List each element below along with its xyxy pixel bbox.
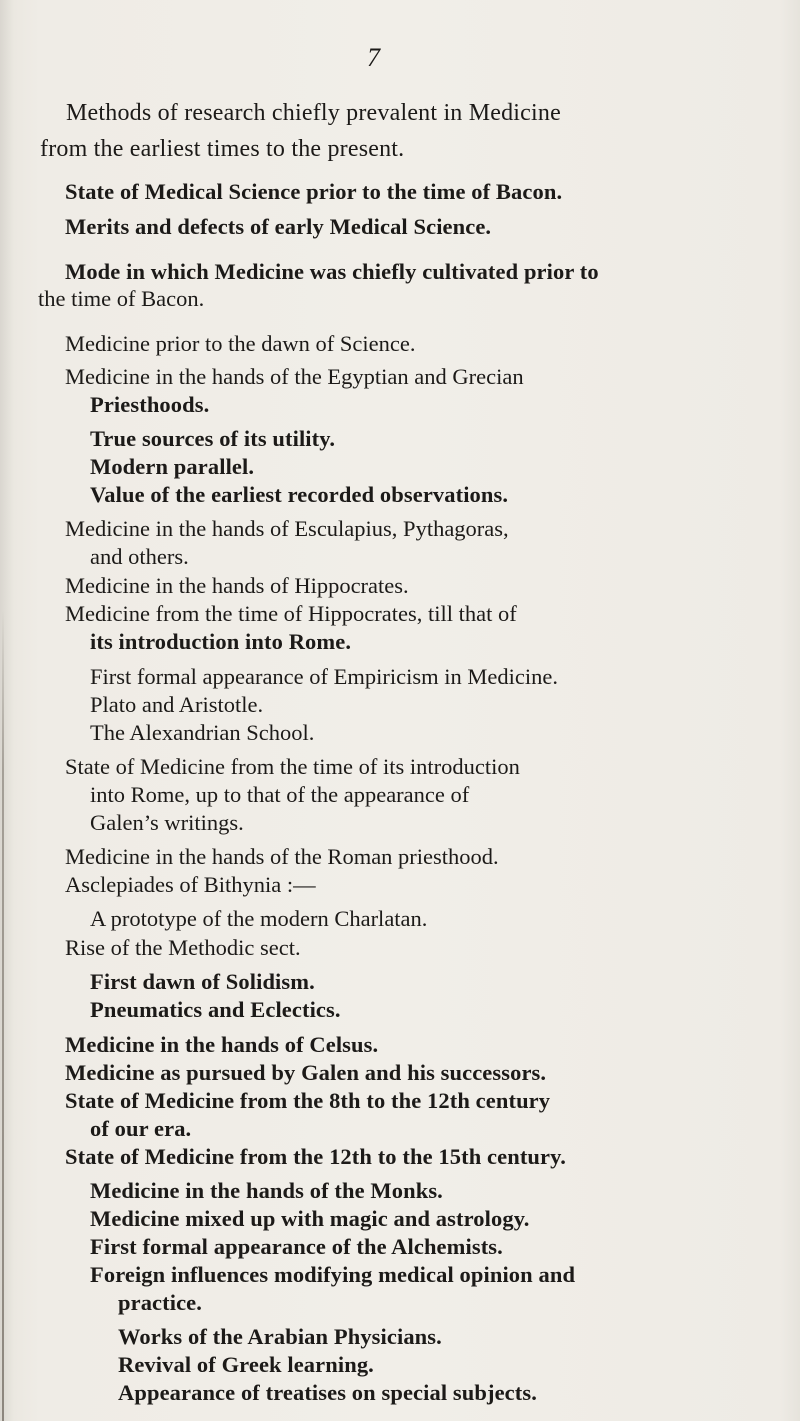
contents-line: Asclepiades of Bithynia :—: [65, 872, 316, 897]
contents-line: Medicine as pursued by Galen and his successors.: [65, 1060, 547, 1085]
contents-line: State of Medicine from the 8th to the 12th century: [65, 1088, 551, 1113]
contents-line: Medicine from the time of Hippocrates, till that of: [65, 601, 517, 626]
contents-line: Revival of Greek learning.: [118, 1352, 374, 1377]
contents-line: Merits and defects of early Medical Science.: [65, 214, 492, 239]
contents-line: Medicine in the hands of Hippocrates.: [65, 573, 409, 598]
contents-line: State of Medicine from the time of its introduction: [65, 754, 520, 779]
contents-line: the time of Bacon.: [38, 286, 205, 311]
contents-line: State of Medical Science prior to the time of Bacon.: [65, 179, 563, 204]
contents-line: Galen’s writings.: [90, 810, 244, 835]
page-number: 7: [367, 43, 380, 72]
contents-line: First formal appearance of the Alchemists.: [90, 1234, 503, 1259]
contents-line: Medicine prior to the dawn of Science.: [65, 331, 416, 356]
contents-line: into Rome, up to that of the appearance of: [90, 782, 470, 807]
contents-line: Rise of the Methodic sect.: [65, 935, 301, 960]
contents-line: Pneumatics and Eclectics.: [90, 997, 341, 1022]
contents-line: Medicine in the hands of Esculapius, Pythagoras,: [65, 516, 509, 541]
contents-line: Works of the Arabian Physicians.: [118, 1324, 442, 1349]
contents-line: Value of the earliest recorded observations.: [90, 482, 509, 507]
contents-line: A prototype of the modern Charlatan.: [90, 906, 428, 931]
contents-line: First formal appearance of Empiricism in Medicine.: [90, 664, 558, 689]
contents-line: practice.: [118, 1290, 202, 1315]
contents-line: its introduction into Rome.: [90, 629, 352, 654]
contents-line: of our era.: [90, 1116, 192, 1141]
contents-line: Medicine in the hands of the Egyptian and Grecian: [65, 364, 524, 389]
contents-line: Appearance of treatises on special subjects.: [118, 1380, 537, 1405]
section-title-line-1: Methods of research chiefly prevalent in Medicine: [66, 100, 561, 126]
contents-line: Medicine mixed up with magic and astrology.: [90, 1206, 530, 1231]
contents-line: The Alexandrian School.: [90, 720, 315, 745]
section-title-line-2: from the earliest times to the present.: [40, 136, 405, 162]
contents-line: and others.: [90, 544, 189, 569]
contents-line: Foreign influences modifying medical opinion and: [90, 1262, 576, 1287]
contents-line: Priesthoods.: [90, 392, 210, 417]
contents-line: First dawn of Solidism.: [90, 969, 315, 994]
contents-line: State of Medicine from the 12th to the 15th century.: [65, 1144, 566, 1169]
contents-line: Medicine in the hands of the Roman priesthood.: [65, 844, 499, 869]
contents-line: Modern parallel.: [90, 454, 255, 479]
contents-line: Plato and Aristotle.: [90, 692, 264, 717]
contents-line: Mode in which Medicine was chiefly cultivated prior to: [65, 259, 599, 284]
contents-line: Medicine in the hands of Celsus.: [65, 1032, 379, 1057]
contents-line: True sources of its utility.: [90, 426, 336, 451]
contents-line: Medicine in the hands of the Monks.: [90, 1178, 443, 1203]
page-gutter-shadow: [2, 610, 4, 1421]
